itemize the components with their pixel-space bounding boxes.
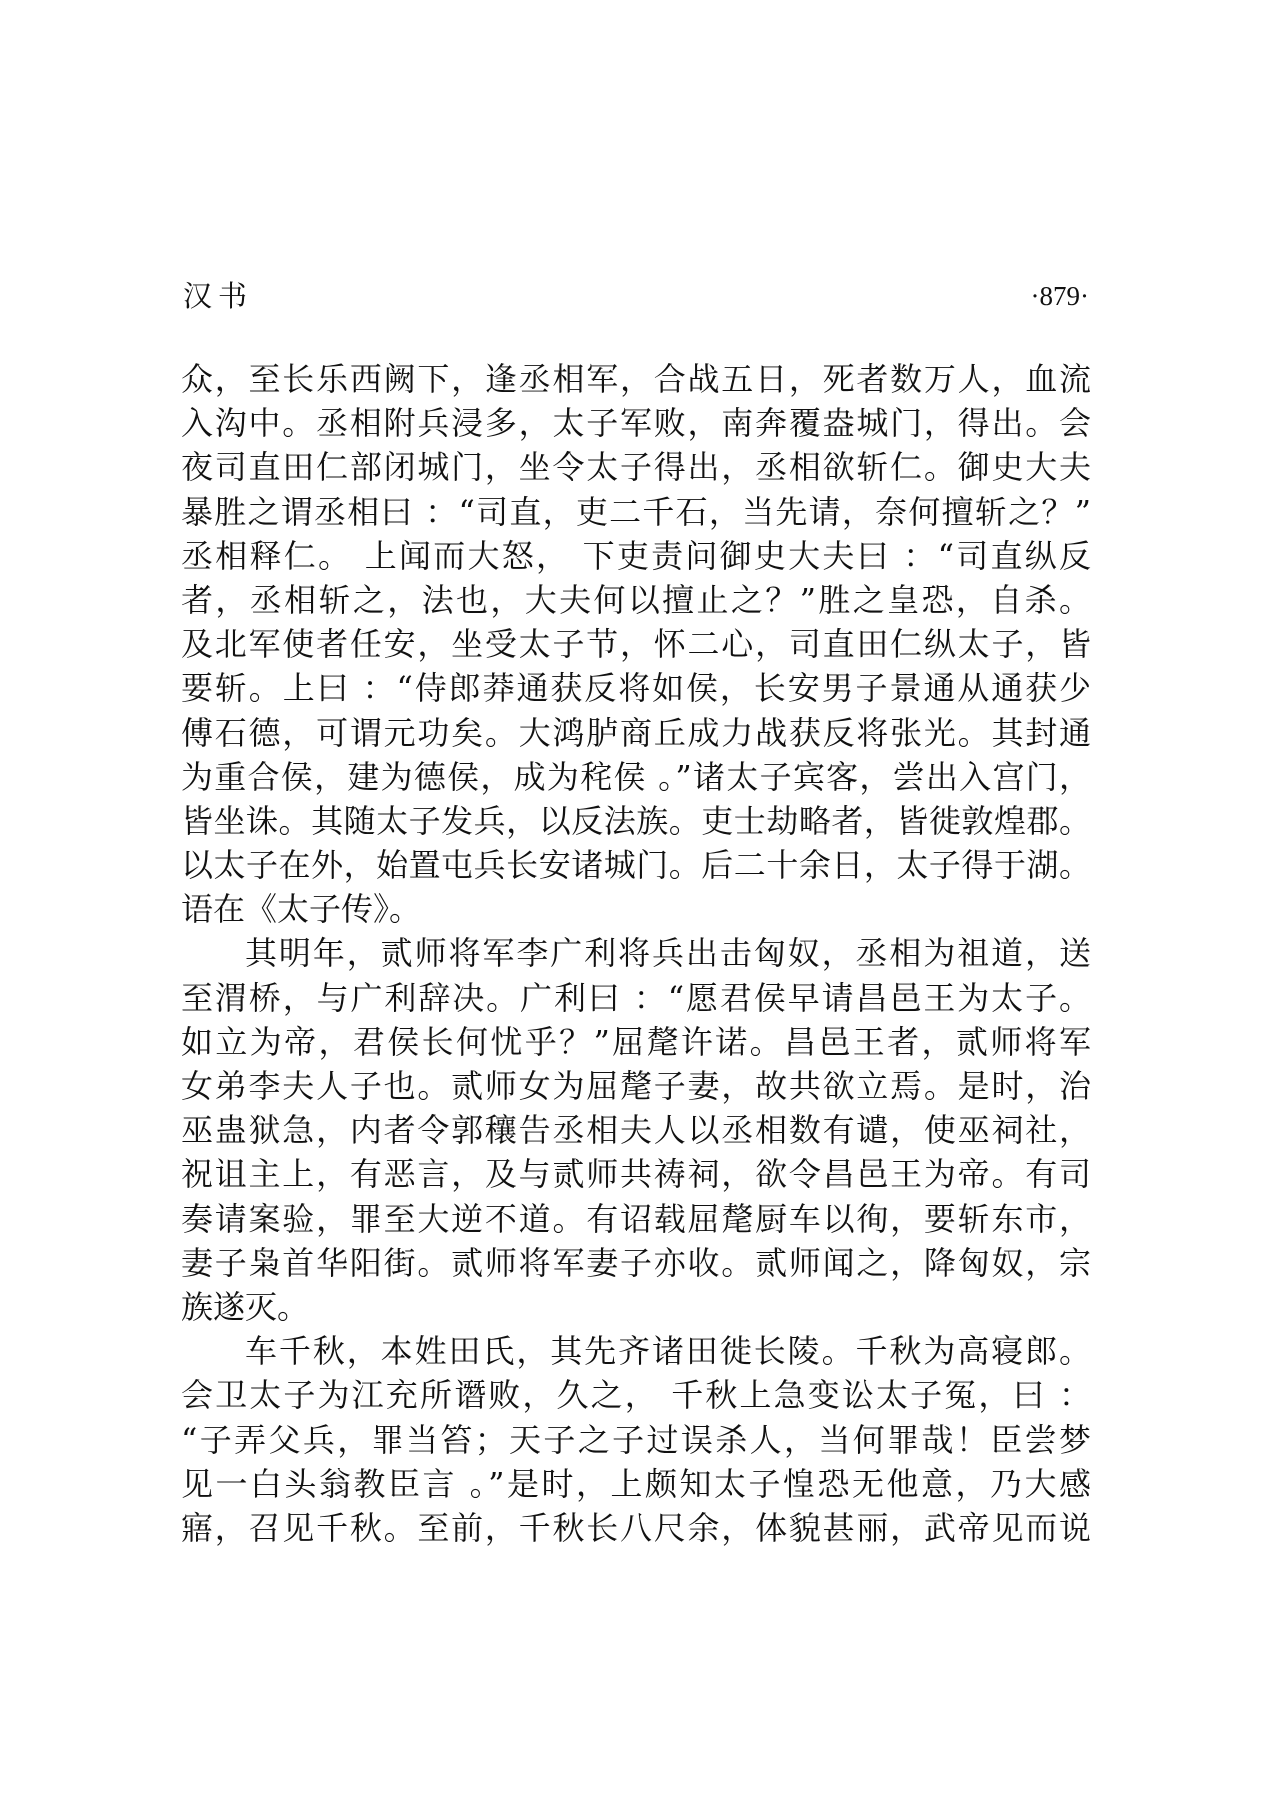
running-head [183,278,1089,314]
text-line: 寤，召见千秋。至前，千秋长八尺余，体貌甚丽，武帝见而说 [181,1508,1091,1547]
text-line: 丞相释仁。 上闻而大怒， 下吏责问御史大夫曰 ：“司直纵反 [181,536,1091,575]
text-line: 妻子枭首华阳街。贰师将军妻子亦收。贰师闻之，降匈奴，宗 [181,1243,1091,1282]
text-line: 祝诅主上，有恶言，及与贰师共祷祠，欲令昌邑王为帝。有司 [181,1155,1091,1194]
text-line: 女弟李夫人子也。贰师女为屈氂子妻，故共欲立焉。是时，治 [181,1067,1091,1105]
text-line: 傅石德，可谓元功矣。大鸿胪商丘成力战获反将张光。其封通 [181,713,1091,752]
text-line: 以太子在外，始置屯兵长安诸城门。后二十余日，太子得于湖。 [181,846,1091,885]
text-line: 及北军使者任安，坐受太子节，怀二心，司直田仁纵太子，皆 [181,625,1091,664]
text-line: “子弄父兵，罪当笞；天子之子过误杀人，当何罪哉！臣尝梦 [181,1420,1091,1459]
text-line: 暴胜之谓丞相曰 ：“司直，吏二千石，当先请，奈何擅斩之？” [181,492,1091,531]
text-line: 夜司直田仁部闭城门，坐令太子得出，丞相欲斩仁。御史大夫 [181,448,1091,487]
text-line: 车千秋，本姓田氏，其先齐诸田徙长陵。千秋为高寝郎。 [245,1332,1091,1371]
body-text [181,357,1091,1550]
text-line: 见一白头翁教臣言 。”是时，上颇知太子惶恐无他意，乃大感 [181,1464,1091,1503]
book-title: 汉书 [183,279,254,313]
text-line: 会卫太子为江充所谮败，久之， 千秋上急变讼太子冤，曰 ： [181,1376,1091,1415]
page-number: ·879· [1030,281,1089,311]
text-line: 为重合侯，建为德侯，成为秺侯 。”诸太子宾客，尝出入宫门， [181,757,1091,796]
text-line: 入沟中。丞相附兵浸多，太子军败，南奔覆盎城门，得出。会 [181,404,1091,443]
text-line: 奏请案验，罪至大逆不道。有诏载屈氂厨车以徇，要斩东市， [181,1199,1091,1238]
text-line: 族遂灭。 [181,1287,310,1326]
text-line: 语在《太子传》。 [181,890,422,929]
text-line: 巫蛊狱急，内者令郭穰告丞相夫人以丞相数有谴，使巫祠社， [181,1111,1091,1150]
text-line: 要斩。上曰 ：“侍郎莽通获反将如侯，长安男子景通从通获少 [181,669,1091,708]
text-line: 如立为帝，君侯长何忧乎？”屈氂许诺。昌邑王者，贰师将军 [181,1022,1091,1061]
text-line: 至渭桥，与广利辞决。广利曰 ：“愿君侯早请昌邑王为太子。 [181,978,1091,1017]
text-line: 皆坐诛。其随太子发兵，以反法族。吏士劫略者，皆徙敦煌郡。 [181,801,1091,840]
text-line: 者，丞相斩之，法也，大夫何以擅止之？”胜之皇恐，自杀。 [181,580,1091,619]
text-line: 众，至长乐西阙下，逢丞相军，合战五日，死者数万人，血流 [181,360,1091,398]
text-line: 其明年，贰师将军李广利将兵出击匈奴，丞相为祖道，送 [245,934,1091,973]
